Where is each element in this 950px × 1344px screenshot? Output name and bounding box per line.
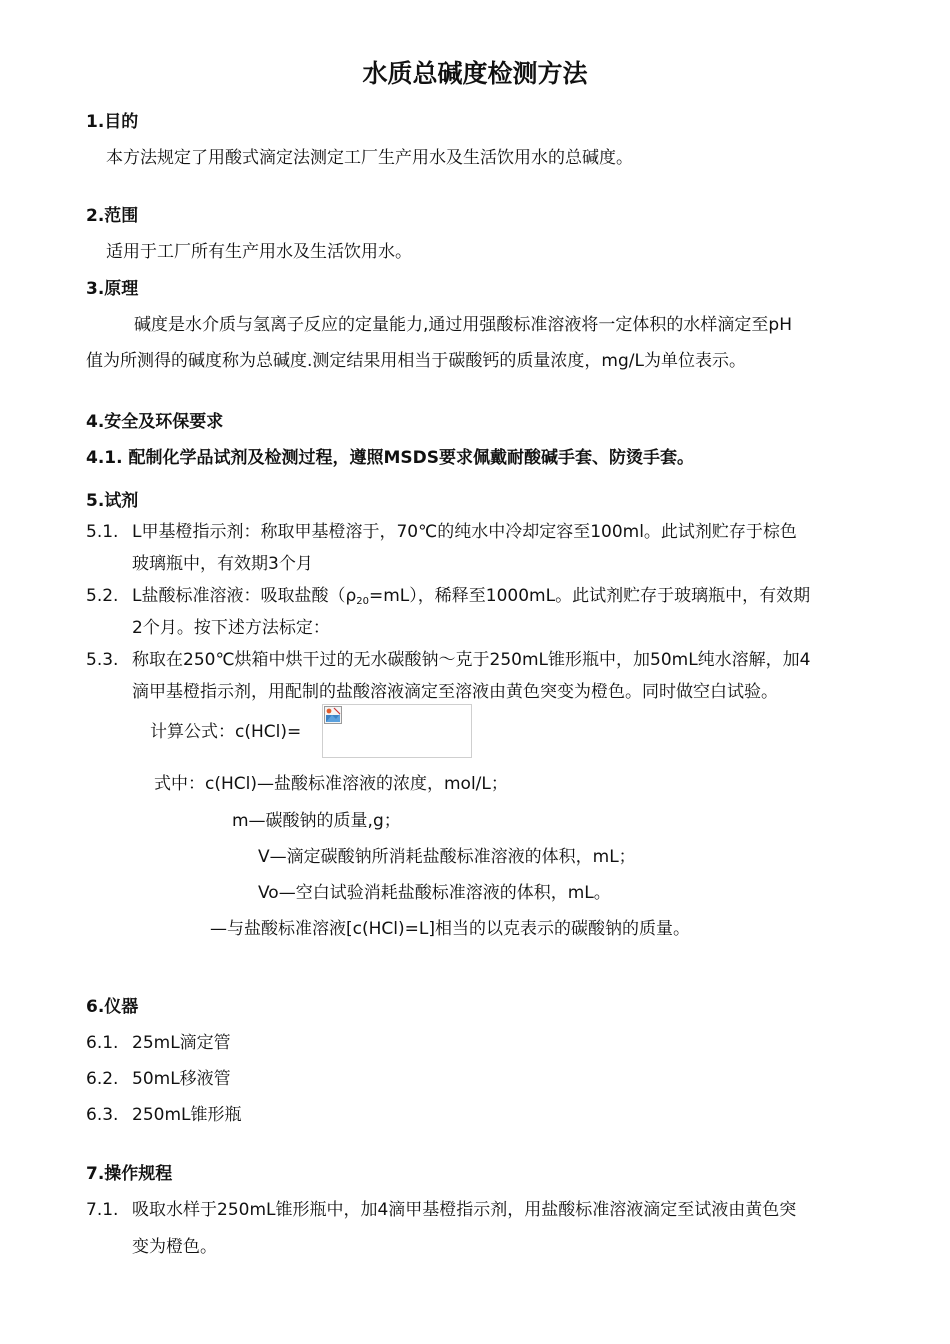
reagent-item-2-line-1 xyxy=(132,584,810,614)
section-heading-instruments: 6.仪器 xyxy=(86,997,139,1017)
procedure-item-1-line-1: 吸取水样于250mL锥形瓶中，加4滴甲基橙指示剂，用盐酸标准溶液滴定至试液由黄色突 xyxy=(132,1200,797,1220)
section-heading-purpose: 1.目的 xyxy=(86,112,139,132)
reagent-item-2-line-2: 2个月。按下述方法标定： xyxy=(132,618,330,638)
section-heading-scope: 2.范围 xyxy=(86,206,139,226)
instrument-1-number: 6.1. xyxy=(86,1033,119,1053)
reagent-item-3-line-2: 滴甲基橙指示剂，用配制的盐酸溶液滴定至溶液由黄色突变为橙色。同时做空白试验。 xyxy=(132,682,778,702)
where-line-2: m—碳酸钠的质量,g； xyxy=(232,811,401,831)
document-title: 水质总碱度检测方法 xyxy=(362,59,588,88)
procedure-item-1-line-2: 变为橙色。 xyxy=(132,1237,217,1257)
scope-text: 适用于工厂所有生产用水及生活饮用水。 xyxy=(106,242,412,262)
safety-item-1: 4.1. 配制化学品试剂及检测过程，遵照MSDS要求佩戴耐酸碱手套、防烫手套。 xyxy=(86,448,695,468)
formula-label: 计算公式：c(HCl)= xyxy=(150,722,302,742)
where-line-4: Vo—空白试验消耗盐酸标准溶液的体积，mL。 xyxy=(258,883,611,903)
reagent-item-1-line-2: 玻璃瓶中，有效期3个月 xyxy=(132,554,313,574)
section-heading-safety: 4.安全及环保要求 xyxy=(86,412,224,432)
instrument-2-number: 6.2. xyxy=(86,1069,119,1089)
where-line-1: 式中：c(HCl)—盐酸标准溶液的浓度，mol/L； xyxy=(154,774,508,794)
reagent-item-2-text-b: =mL），稀释至1000mL。此试剂贮存于玻璃瓶中，有效期 xyxy=(369,586,811,606)
instrument-3-text: 250mL锥形瓶 xyxy=(132,1105,242,1125)
reagent-item-2-number: 5.2. xyxy=(86,586,119,606)
broken-image-icon xyxy=(324,706,342,724)
reagent-item-3-line-1: 称取在250℃烘箱中烘干过的无水碳酸钠～克于250mL锥形瓶中，加50mL纯水溶解，加4 xyxy=(132,650,811,670)
reagent-item-1-number: 5.1. xyxy=(86,522,119,542)
reagent-item-3-number: 5.3. xyxy=(86,650,119,670)
where-line-5: —与盐酸标准溶液[c(HCl)=L]相当的以克表示的碳酸钠的质量。 xyxy=(210,919,690,939)
section-heading-procedure: 7.操作规程 xyxy=(86,1164,173,1184)
instrument-3-number: 6.3. xyxy=(86,1105,119,1125)
section-heading-reagents: 5.试剂 xyxy=(86,491,139,511)
formula-image-placeholder xyxy=(322,704,472,758)
reagent-item-2-text-a: L盐酸标准溶液：吸取盐酸（ρ xyxy=(132,586,357,606)
instrument-1-text: 25mL滴定管 xyxy=(132,1033,231,1053)
procedure-item-1-number: 7.1. xyxy=(86,1200,119,1220)
instrument-2-text: 50mL移液管 xyxy=(132,1069,231,1089)
principle-line-2: 值为所测得的碱度称为总碱度.测定结果用相当于碳酸钙的质量浓度，mg/L为单位表示。 xyxy=(86,351,746,371)
reagent-item-1-line-1: L甲基橙指示剂：称取甲基橙溶于，70℃的纯水中冷却定容至100ml。此试剂贮存于棕色 xyxy=(132,522,797,542)
principle-line-1: 碱度是水介质与氢离子反应的定量能力,通过用强酸标准溶液将一定体积的水样滴定至pH xyxy=(134,315,792,335)
purpose-text: 本方法规定了用酸式滴定法测定工厂生产用水及生活饮用水的总碱度。 xyxy=(106,148,633,168)
density-subscript: 20 xyxy=(356,596,369,607)
where-line-3: V—滴定碳酸钠所消耗盐酸标准溶液的体积，mL； xyxy=(258,847,636,867)
section-heading-principle: 3.原理 xyxy=(86,279,139,299)
